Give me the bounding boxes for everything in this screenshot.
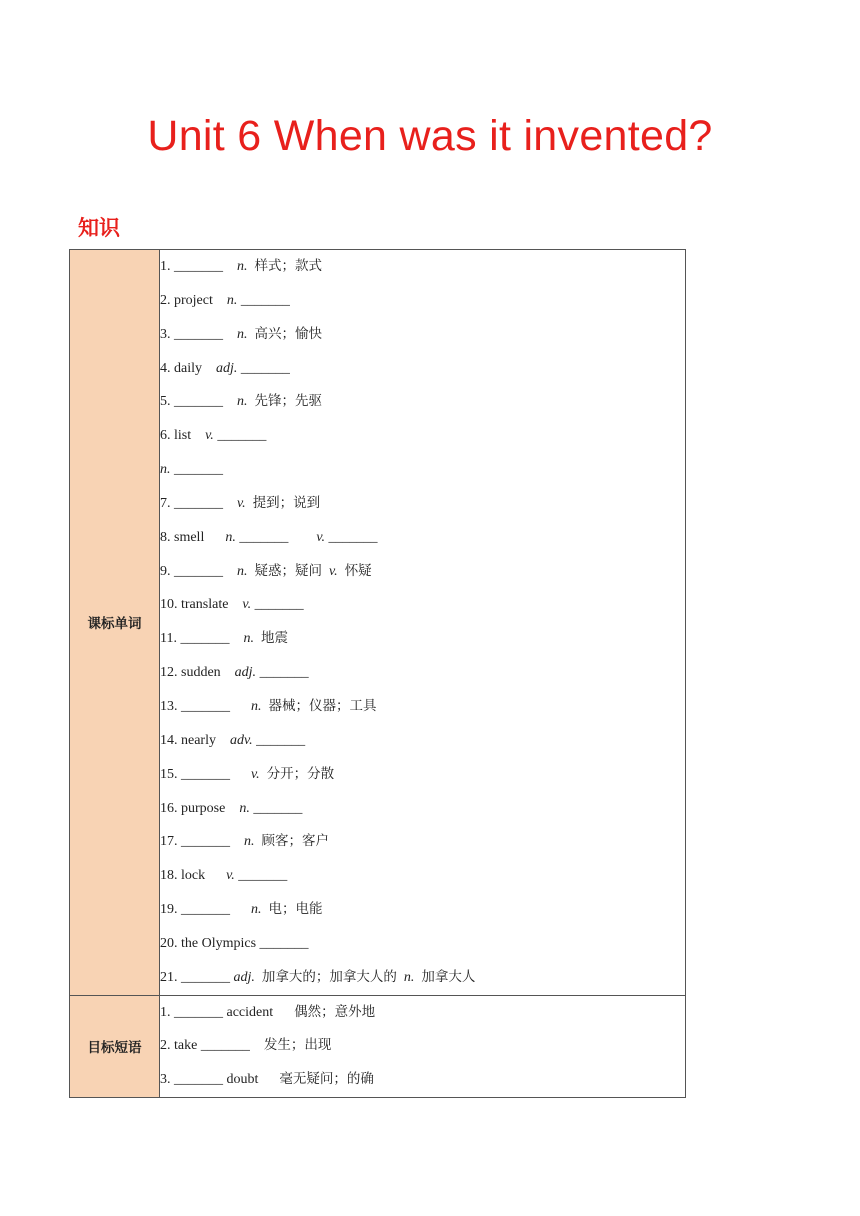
meaning: 器械；仪器；工具: [268, 697, 377, 714]
entry-text: 8. smell: [160, 529, 226, 545]
category-phrases-label: 目标短语: [70, 995, 160, 1098]
words-list: [160, 250, 686, 996]
meaning: 电；电能: [268, 901, 323, 918]
phrases-section-row: [70, 995, 686, 1098]
words-section-row: [70, 250, 686, 996]
part-of-speech: n.: [237, 394, 248, 410]
vocab-word-row: [160, 893, 685, 927]
blank: _______: [237, 360, 290, 376]
vocab-word-row: [160, 792, 685, 826]
vocab-word-row: [160, 453, 685, 487]
meaning: 发生；出现: [263, 1037, 332, 1054]
entry-text: 3. _______: [160, 326, 237, 342]
meaning: 提到；说到: [252, 494, 321, 511]
vocabulary-table: [69, 249, 686, 1098]
vocab-word-row: [160, 284, 685, 318]
blank: _______: [234, 868, 288, 884]
blank: _______: [249, 800, 303, 816]
meaning: 毫无疑问；的确: [279, 1071, 374, 1088]
entry-text: 14. nearly: [160, 732, 230, 748]
entry-text: 20. the Olympics _______: [160, 935, 309, 951]
entry-text: 16. purpose: [160, 800, 240, 816]
part-of-speech: n.: [226, 292, 238, 308]
entry-text: 5. _______: [160, 394, 237, 410]
entry-text: 11. _______: [160, 631, 244, 647]
meaning: 顾客；客户: [261, 833, 329, 850]
part-of-speech: n.: [251, 902, 262, 918]
vocab-word-row: [160, 656, 685, 690]
vocab-word-row: [160, 318, 685, 352]
vocab-word-row: [160, 419, 685, 453]
part-of-speech: n.: [243, 631, 254, 647]
vocab-word-row: [160, 385, 685, 419]
vocab-word-row: [160, 961, 685, 995]
blank: _______: [252, 732, 306, 748]
section-heading: 知识: [78, 216, 120, 240]
meaning: 地震: [260, 630, 288, 647]
part-of-speech: n.: [237, 563, 248, 579]
part-of-speech: v.: [329, 563, 338, 579]
entry-text: 3. _______ doubt: [160, 1072, 273, 1088]
entry-text: 9. _______: [160, 563, 237, 579]
part-of-speech: v.: [316, 529, 326, 545]
part-of-speech: n.: [244, 834, 255, 850]
blank: _______: [256, 665, 309, 681]
part-of-speech: adv.: [229, 732, 253, 748]
part-of-speech: n.: [160, 462, 171, 478]
vocab-word-row: [160, 487, 685, 521]
part-of-speech: n.: [225, 529, 236, 545]
vocab-word-row: [160, 758, 685, 792]
vocab-word-row: [160, 622, 685, 656]
vocab-word-row: [160, 250, 685, 284]
vocab-word-row: [160, 521, 685, 555]
part-of-speech: v.: [226, 868, 235, 884]
part-of-speech: v.: [251, 766, 260, 782]
entry-text: 18. lock: [160, 868, 227, 884]
entry-text: 17. _______: [160, 834, 244, 850]
meaning: 分开；分散: [266, 765, 335, 782]
entry-text: 4. daily: [160, 360, 216, 376]
phrase-row: [160, 996, 685, 1030]
part-of-speech: n.: [239, 800, 250, 816]
part-of-speech: v.: [242, 597, 252, 613]
vocab-word-row: [160, 352, 685, 386]
entry-text: 13. _______: [160, 698, 251, 714]
vocab-word-row: [160, 555, 685, 589]
entry-text: 2. take _______: [160, 1038, 257, 1054]
meaning: 加拿大的；加拿大人的: [261, 968, 397, 985]
part-of-speech: v.: [237, 495, 246, 511]
phrases-list: [160, 995, 686, 1098]
part-of-speech: n.: [237, 259, 248, 274]
vocab-word-row: [160, 690, 685, 724]
meaning: 偶然；意外地: [294, 1003, 376, 1020]
blank: _______: [237, 292, 290, 308]
blank: _______: [170, 462, 223, 478]
blank: _______: [213, 428, 267, 444]
entry-text: 19. _______: [160, 902, 251, 918]
meaning: 加拿大人: [421, 968, 476, 985]
entry-text: 2. project: [160, 292, 227, 308]
part-of-speech: v.: [205, 428, 214, 444]
blank: _______: [325, 529, 378, 545]
entry-text: 21. _______: [160, 969, 234, 985]
category-words-label: 课标单词: [70, 250, 160, 996]
part-of-speech: adj.: [233, 969, 255, 985]
vocab-word-row: [160, 927, 685, 961]
meaning: 怀疑: [344, 562, 372, 579]
meaning: 样式；款式: [254, 258, 322, 274]
part-of-speech: n.: [237, 326, 248, 342]
entry-text: 1. _______: [160, 259, 237, 274]
part-of-speech: adj.: [234, 665, 257, 681]
part-of-speech: n.: [403, 969, 415, 985]
vocab-word-row: [160, 588, 685, 622]
entry-text: 1. _______ accident: [160, 1004, 288, 1020]
vocab-word-row: [160, 825, 685, 859]
part-of-speech: n.: [251, 698, 262, 714]
phrase-row: [160, 1063, 685, 1097]
meaning: 疑惑；疑问: [254, 562, 322, 579]
meaning: 高兴；愉快: [254, 325, 322, 342]
entry-text: 10. translate: [160, 597, 243, 613]
vocab-word-row: [160, 859, 685, 893]
blank: _______: [235, 529, 310, 545]
blank: _______: [251, 597, 304, 613]
page-title: Unit 6 When was it invented?: [147, 112, 713, 160]
part-of-speech: adj.: [216, 360, 238, 376]
meaning: 先锋；先驱: [254, 393, 322, 410]
phrase-row: [160, 1029, 685, 1063]
vocab-word-row: [160, 724, 685, 758]
entry-text: 7. _______: [160, 495, 237, 511]
entry-text: 12. sudden: [160, 665, 235, 681]
entry-text: 6. list: [160, 428, 206, 444]
entry-text: 15. _______: [160, 766, 251, 782]
